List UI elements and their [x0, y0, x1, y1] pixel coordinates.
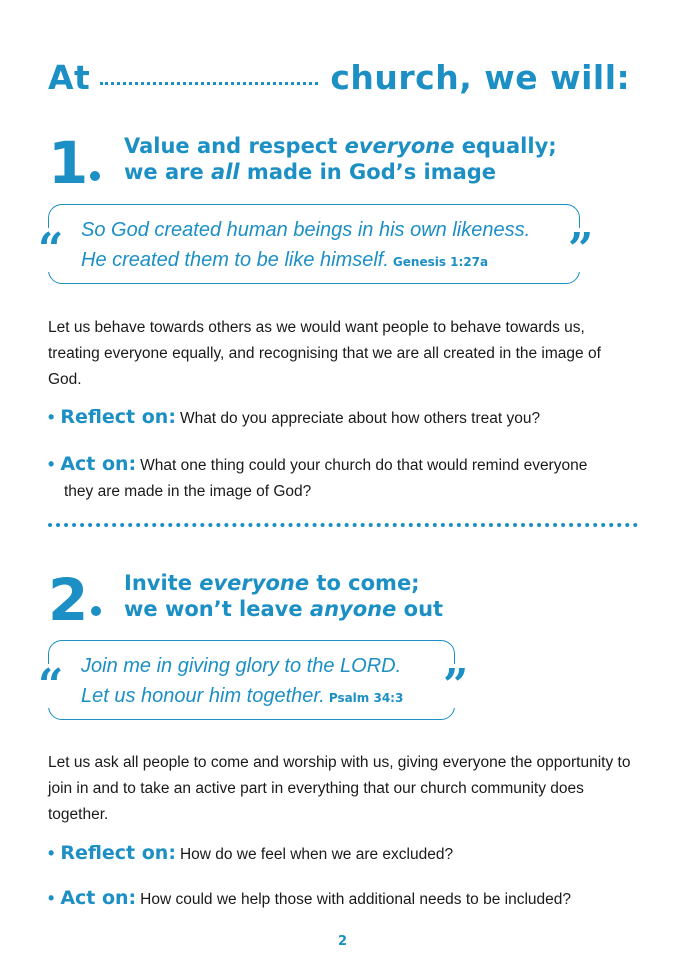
act-text: What one thing could your church do that would remind everyone: [140, 457, 588, 474]
heading-emphasis: all: [211, 160, 240, 184]
heading-text: equally;: [454, 134, 557, 158]
act-label: Act on:: [60, 887, 137, 909]
heading-emphasis: anyone: [309, 597, 397, 621]
section-number: 1: [48, 129, 89, 197]
scripture-quote-box: [48, 640, 455, 720]
heading-text: Value and respect: [124, 134, 345, 158]
heading-text: to come;: [309, 571, 420, 595]
bullet-icon: •: [48, 843, 55, 863]
title-suffix: church, we will:: [330, 58, 631, 97]
number-dot: [91, 606, 101, 616]
scripture-reference: Genesis 1:27a: [392, 255, 489, 269]
scripture-quote: [81, 215, 530, 277]
scripture-quote: [81, 651, 403, 713]
act-text: How could we help those with additional needs to be included?: [140, 891, 572, 908]
scripture-reference: Psalm 34:3: [328, 691, 404, 705]
section-number: 2: [48, 566, 89, 634]
title-prefix: At: [48, 58, 91, 97]
heading-emphasis: everyone: [199, 571, 310, 595]
act-bullet: [48, 451, 648, 505]
act-text-continued: they are made in the image of God?: [64, 483, 312, 500]
bullet-icon: •: [48, 888, 55, 908]
reflect-bullet: [48, 840, 648, 868]
reflect-text: What do you appreciate about how others treat you?: [179, 410, 541, 427]
scripture-quote-box: [48, 204, 580, 284]
bullet-icon: •: [48, 454, 55, 474]
title-blank-line: [100, 82, 318, 85]
bullet-icon: •: [48, 407, 55, 427]
heading-text: we are: [124, 160, 212, 184]
section-heading: [124, 570, 443, 622]
reflect-text: How do we feel when we are excluded?: [179, 846, 454, 863]
quote-line: He created them to be like himself.: [81, 249, 389, 271]
heading-text: we won’t leave: [124, 597, 310, 621]
section-body: Let us behave towards others as we would want people to behave towards us, treating everyone equally, and recognising that we are all created in the image of God.: [48, 319, 601, 388]
page-number: 2: [337, 934, 348, 949]
quote-line: Join me in giving glory to the LORD.: [81, 655, 402, 677]
quote-line: Let us honour him together.: [81, 685, 325, 707]
open-quote-icon: “: [38, 660, 64, 711]
section-heading: [124, 133, 557, 185]
reflect-bullet: [48, 404, 648, 432]
heading-text: out: [396, 597, 444, 621]
close-quote-icon: ”: [443, 660, 469, 711]
act-bullet: [48, 885, 648, 913]
open-quote-icon: “: [38, 224, 64, 275]
section-body: Let us ask all people to come and worship with us, giving everyone the opportunity to join in and to take an active part in everything that our church community does together.: [48, 754, 631, 823]
heading-emphasis: everyone: [344, 134, 455, 158]
quote-line: So God created human beings in his own likeness.: [81, 219, 531, 241]
reflect-label: Reflect on:: [60, 406, 176, 428]
heading-text: made in God’s image: [239, 160, 497, 184]
reflect-label: Reflect on:: [60, 842, 176, 864]
page-title: [48, 58, 630, 97]
act-label: Act on:: [60, 453, 137, 475]
section-divider: [48, 523, 638, 527]
close-quote-icon: ”: [568, 224, 594, 275]
heading-text: Invite: [124, 571, 200, 595]
number-dot: [90, 171, 100, 181]
